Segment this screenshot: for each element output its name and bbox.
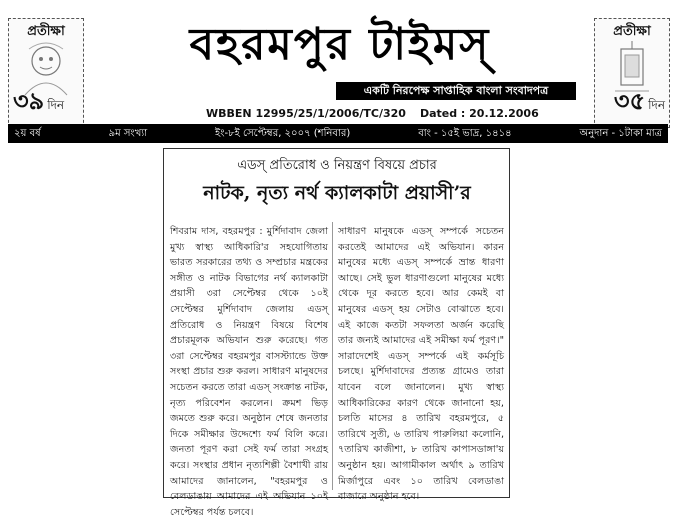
countdown-label: প্রতীক্ষা xyxy=(613,24,651,39)
article-kicker: এডস্ প্রতিরোধ ও নিয়ন্ত্রণ বিষয়ে প্রচার xyxy=(237,158,437,173)
article-column-1: শিবরাম দাস, বহরমপুর : মুর্শিদাবাদ জেলা মুখ্য স্বাস্থ্য আধিকারি'র সহযোগিতায় ভারত সরকারের তথ্য ও সম্প্রচার মন্ত্রকের সঙ্গীত ও নাটক বিভাগের নর্থ ক্যালকাটা প্রয়াসী ৩রা সেপ্টেম্বর থেকে ১০ই সেপ্টেম্বর মুর্শিদাবাদ জেলায় এডস্ প্রতিরোধ ও নিয়ন্ত্রণ বিষয়ে বিশেষ প্রচারমূলক অভিযান শুরু করেছে। গত ৩রা সেপ্টেম্বর বহরমপুর বাসস্ট্যান্ডে উক্ত সংস্থা প্রচার শুরু করল। সাধারণ মানুষদের সচেতন করতে তারা এডস্ সংক্রান্ত নাটক, নৃত্য পরিবেশন করলেন। ক্রমশ ভিড় জমতে শুরু করে। অনুষ্ঠান শেষে জনতার দিকে সমীক্ষার উদ্দেশ্যে ফর্ম বিলি করে। জনতা পূরণ করা সেই ফর্ম তারা সংগ্রহ করে। সংস্থার প্রধান নৃত্যশিল্পী বৈশাখী রায় আমাদের জানালেন, "বহরমপুর ও বেলডাঙায় আমাদের এই অভিযান ১০ই সেপ্টেম্বর পর্যন্ত চলবে। xyxy=(170,226,328,518)
registration-number: WBBEN 12995/25/1/2006/TC/320 xyxy=(206,107,406,120)
article-column-2: সাধারণ মানুষকে এডস্ সম্পর্কে সচেতন করতেই আমাদের এই অভিযান। কারন মানুষের মধ্যে এডস্ সম্পর্কে ভ্রান্ত ধারণা আছে। সেই ভুল ধারণাগুলো মানুষের মধ্যে থেকে দূর করতে হবে। আর কেমই বা মানুষের এডস্ হয় সেটাও বোঝাতে হবে। এই কাজে কতটা সফলতা অর্জন করেছি তার জন্যই আমাদের এই সমীক্ষা ফর্ম পূরণ।" সারাদেশেই এডস্ সম্পর্কে এই কর্মসূচি চলছে। মুর্শিদাবাদের প্রত্যন্ত গ্রামেও তারা যাবেন বলে জানালেন। মুখ্য স্বাস্থ্য আধিকারিকের কারণ থেকে জানানো হয়, চলতি মাসের ৪ তারিখ বহরমপুরে, ৫ তারিখে সুতী, ৬ তারিখ পারুলিয়া কলোনি, ৭তারিখ কাজীশা, ৮ তারিখ কাপাসডাঙ্গা'য় অনুষ্ঠান হয়। আগামীকাল অর্থাৎ ৯ তারিখ মির্জাপুরে এবং ১০ তারিখ বেলডাঙা বাজারে অনুষ্ঠান হবে। xyxy=(338,226,504,503)
countdown-number: ৩৯ xyxy=(13,87,45,115)
countdown-box-right xyxy=(594,18,670,128)
countdown-days xyxy=(13,83,79,123)
issue-date-bengali: বাং - ১৫ই ভাদ্র, ১৪১৪ xyxy=(418,128,512,139)
article-headline: নাটক, নৃত্য নর্থ ক্যালকাটা প্রয়াসী’র xyxy=(203,182,471,204)
issue-number: ৯ম সংখ্যা xyxy=(108,128,148,139)
countdown-unit: দিন xyxy=(648,98,665,112)
issue-info-bar xyxy=(8,124,668,143)
issue-price: অনুদান - ১টাকা মাত্র xyxy=(579,128,662,139)
column-divider xyxy=(332,222,333,490)
countdown-days xyxy=(599,83,665,123)
countdown-unit: দিন xyxy=(47,98,65,112)
issue-year: ২য় বর্ষ xyxy=(14,128,41,139)
countdown-label: প্রতীক্ষা xyxy=(27,24,65,39)
countdown-number: ৩৫ xyxy=(613,87,646,115)
registration-date: Dated : 20.12.2006 xyxy=(419,107,539,120)
countdown-box-left xyxy=(8,18,84,128)
newspaper-tagline: একটি নিরপেক্ষ সাপ্তাহিক বাংলা সংবাদপত্র xyxy=(336,82,576,100)
registration-line xyxy=(206,107,553,120)
newspaper-title: বহরমপুর টাইমস্ xyxy=(189,19,491,70)
issue-date-english: ইং-৮ই সেপ্টেম্বর, ২০০৭ (শনিবার) xyxy=(215,128,351,139)
